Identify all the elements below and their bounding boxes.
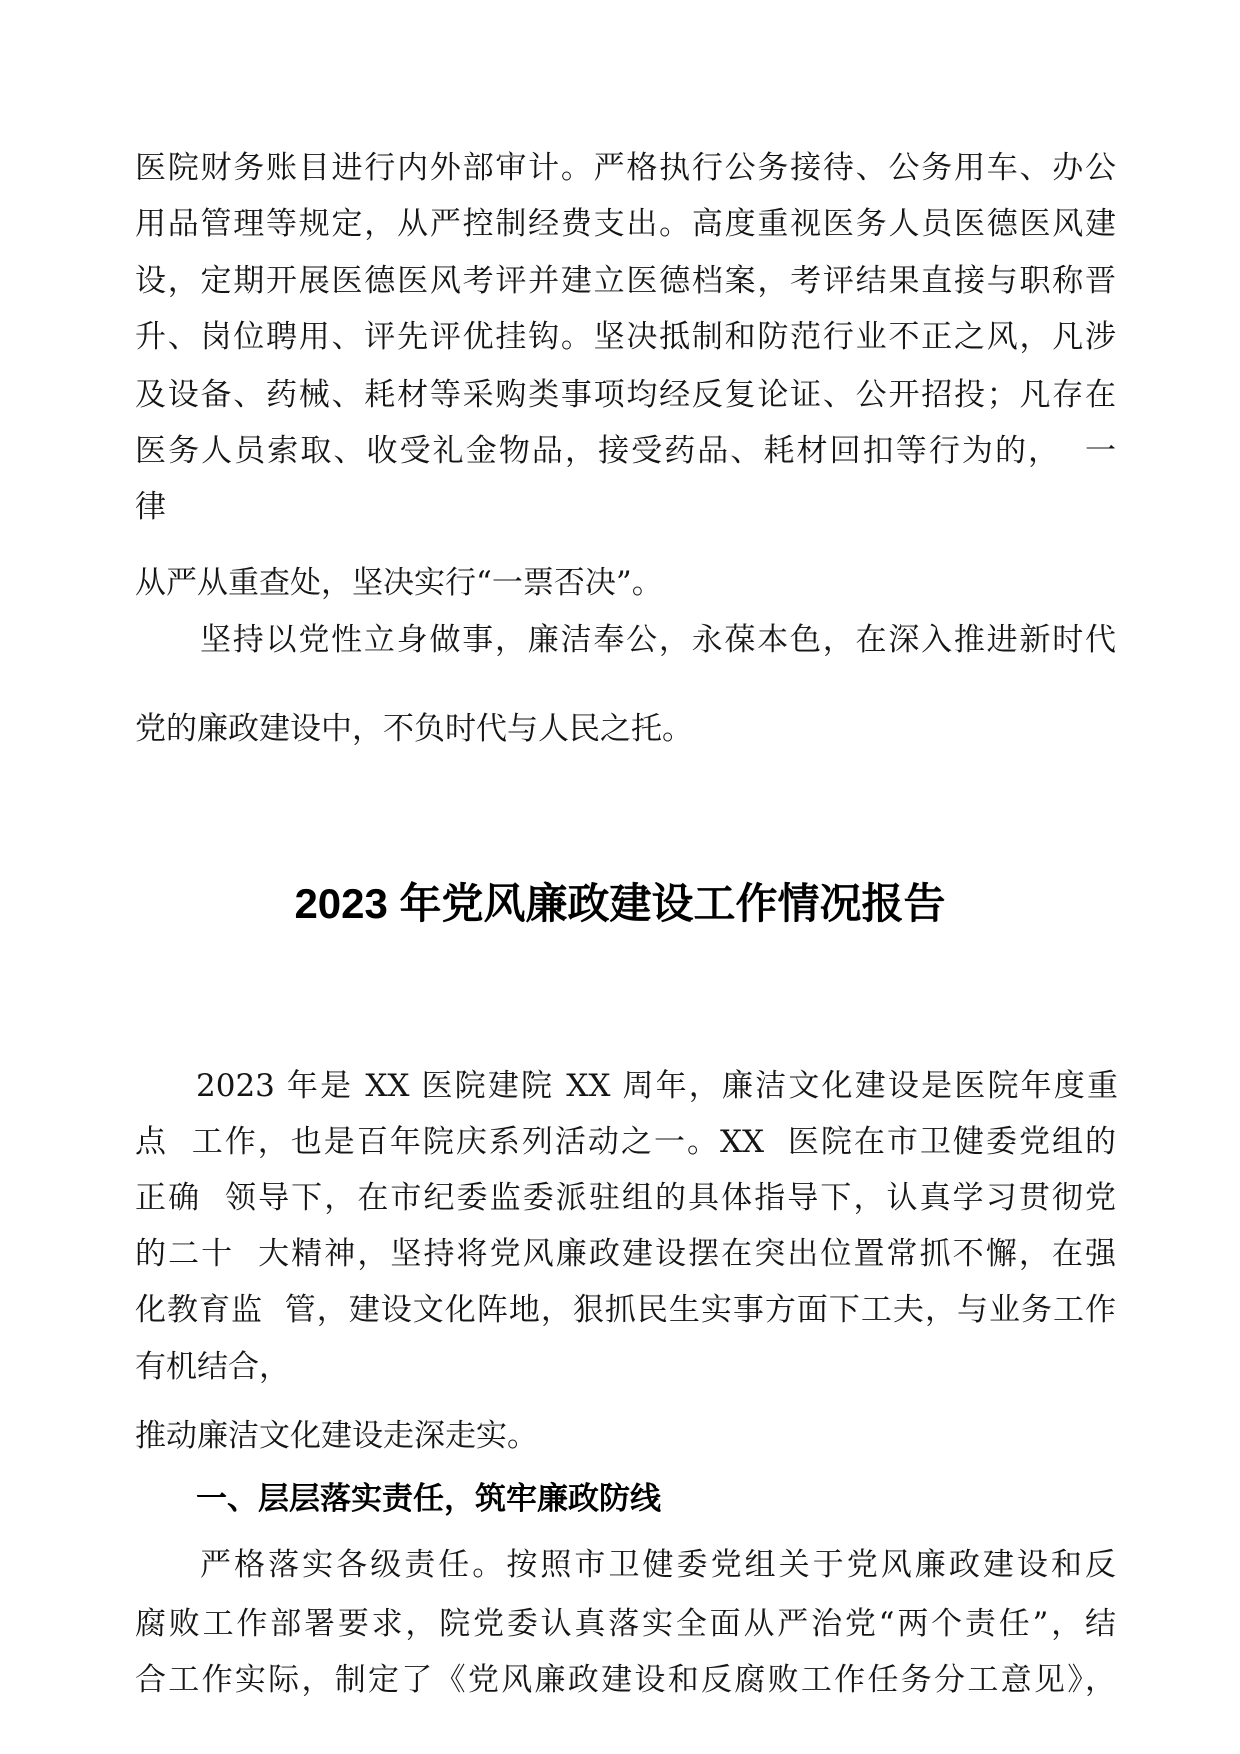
paragraph-line: 设，定期开展医德医风考评并建立医德档案，考评结果直接与职称晋 — [135, 263, 1116, 299]
paragraph-line: 律 — [135, 489, 166, 525]
section-heading: 一、层层落实责任，筑牢廉政防线 — [196, 1481, 661, 1516]
paragraph-line: 严格落实各级责任。按照市卫健委党组关于党风廉政建设和反 — [200, 1547, 1116, 1583]
paragraph-line: 医院财务账目进行内外部审计。严格执行公务接待、公务用车、办公 — [135, 150, 1116, 186]
paragraph-line: 化教育监 管，建设文化阵地，狠抓民生实事方面下工夫，与业务工作 — [135, 1292, 1116, 1328]
paragraph-line: 医务人员索取、收受礼金物品，接受药品、耗材回扣等行为的， 一 — [135, 433, 1116, 469]
paragraph-line: 从严从重查处，坚决实行“一票否决”。 — [135, 565, 663, 601]
paragraph-line: 有机结合， — [135, 1349, 290, 1385]
paragraph-line: 合工作实际，制定了《党风廉政建设和反腐败工作任务分工意见》， — [135, 1662, 1116, 1698]
paragraph-line: 的二十 大精神，坚持将党风廉政建设摆在突出位置常抓不懈，在强 — [135, 1236, 1116, 1272]
paragraph-line: 2023 年是 XX 医院建院 XX 周年，廉洁文化建设是医院年度重 — [196, 1068, 1118, 1104]
paragraph-line: 正确 领导下，在市纪委监委派驻组的具体指导下，认真学习贯彻党 — [135, 1180, 1116, 1216]
report-title: 2023 年党风廉政建设工作情况报告 — [294, 880, 946, 927]
paragraph-line: 党的廉政建设中，不负时代与人民之托。 — [135, 711, 693, 747]
paragraph-line: 推动廉洁文化建设走深走实。 — [135, 1418, 538, 1454]
paragraph-line: 腐败工作部署要求，院党委认真落实全面从严治党“两个责任”，结 — [135, 1606, 1116, 1642]
paragraph-line: 坚持以党性立身做事，廉洁奉公，永葆本色，在深入推进新时代 — [200, 622, 1116, 658]
paragraph-line: 用品管理等规定，从严控制经费支出。高度重视医务人员医德医风建 — [135, 206, 1116, 242]
paragraph-line: 升、岗位聘用、评先评优挂钩。坚决抵制和防范行业不正之风，凡涉 — [135, 319, 1116, 355]
paragraph-line: 及设备、药械、耗材等采购类事项均经反复论证、公开招投；凡存在 — [135, 377, 1116, 413]
paragraph-line: 点 工作，也是百年院庆系列活动之一。XX 医院在市卫健委党组的 — [135, 1124, 1116, 1160]
